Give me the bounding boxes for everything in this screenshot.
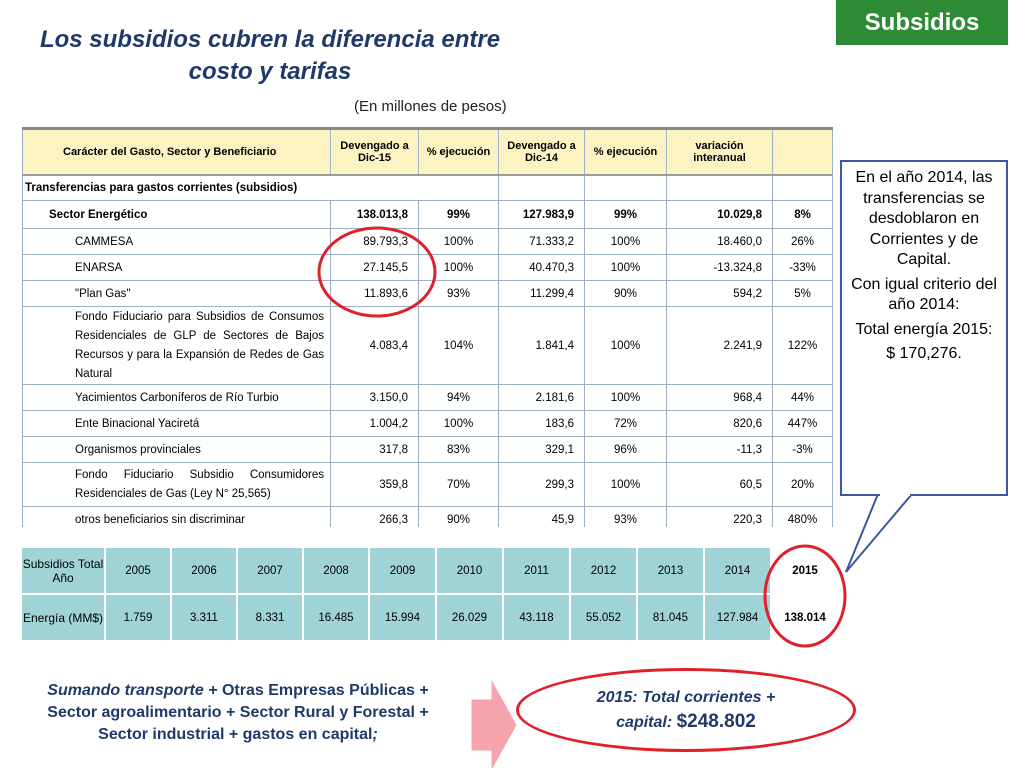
total-callout	[516, 668, 856, 752]
year-cell-highlight: 2015	[771, 547, 839, 594]
year-cell: 2014	[704, 547, 771, 594]
cell-pct14: 99%	[585, 201, 667, 229]
value-cell: 1.759	[105, 594, 171, 641]
cell-pct15: 70%	[419, 463, 499, 507]
cell-label: Ente Binacional Yaciretá	[23, 411, 331, 437]
value-cell: 55.052	[570, 594, 637, 641]
cell-dev15: 89.793,3	[331, 229, 419, 255]
cell-pct15: 94%	[419, 385, 499, 411]
bottom-note-line1: Otras Empresas Públicas +	[217, 682, 429, 699]
col-header-dev15: Devengado a Dic-15	[331, 129, 419, 175]
value-cell-highlight: 138.014	[771, 594, 839, 641]
cell-var-abs: 10.029,8	[667, 201, 773, 229]
cell-var-abs: 18.460,0	[667, 229, 773, 255]
cell-pct14: 100%	[585, 463, 667, 507]
cell-pct14: 93%	[585, 507, 667, 533]
year-cell: 2006	[171, 547, 237, 594]
cell-var-abs: 60,5	[667, 463, 773, 507]
cell-dev14: 45,9	[499, 507, 585, 533]
cell-dev14: 329,1	[499, 437, 585, 463]
cell-dev15: 1.004,2	[331, 411, 419, 437]
year-cell: 2009	[369, 547, 436, 594]
cell-dev14: 127.983,9	[499, 201, 585, 229]
bottom-note-line2: Sector agroalimentario + Sector Rural y Forestal +	[47, 704, 429, 721]
cell-pct15: 99%	[419, 201, 499, 229]
cell-var-pct: -3%	[773, 437, 833, 463]
col-header-variation: variación interanual	[667, 129, 773, 175]
bottom-note	[20, 680, 456, 746]
cell-var-pct: 44%	[773, 385, 833, 411]
right-arrow-icon	[470, 680, 518, 768]
cell-var-pct: 5%	[773, 281, 833, 307]
cell-label: Organismos provinciales	[23, 437, 331, 463]
cell-pct14: 100%	[585, 255, 667, 281]
cell-var-pct: 480%	[773, 507, 833, 533]
cell-dev15: 3.150,0	[331, 385, 419, 411]
callout-text-3: Total energía 2015:	[855, 320, 993, 338]
value-cell: 3.311	[171, 594, 237, 641]
value-cell: 127.984	[704, 594, 771, 641]
section-label: Transferencias para gastos corrientes (subsidios)	[23, 175, 499, 201]
cell-pct14: 90%	[585, 281, 667, 307]
cell-pct15: 90%	[419, 507, 499, 533]
cell-pct14: 100%	[585, 229, 667, 255]
cell-var-pct: -33%	[773, 255, 833, 281]
callout-text-1: En el año 2014, las transferencias se desdoblaron en Corrientes y de Capital.	[855, 169, 993, 268]
cell-pct14: 72%	[585, 411, 667, 437]
cell-dev15: 317,8	[331, 437, 419, 463]
callout-text-4: $ 170,276.	[886, 345, 962, 362]
bottom-note-italic: Sumando transporte +	[47, 682, 218, 699]
cell-pct15: 93%	[419, 281, 499, 307]
cell-var-abs: 220,3	[667, 507, 773, 533]
cell-label: CAMMESA	[23, 229, 331, 255]
cell-var-abs: -11,3	[667, 437, 773, 463]
cell-label: Fondo Fiduciario Subsidio Consumidores Residenciales de Gas (Ley N° 25,565)	[23, 463, 331, 507]
cell-label: ENARSA	[23, 255, 331, 281]
col-header-pct14: % ejecución	[585, 129, 667, 175]
year-cell: 2007	[237, 547, 303, 594]
cell-dev15: 266,3	[331, 507, 419, 533]
cell-var-abs: -13.324,8	[667, 255, 773, 281]
col-header-pct15: % ejecución	[419, 129, 499, 175]
annual-subsidies-table	[20, 546, 840, 642]
value-cell: 16.485	[303, 594, 369, 641]
cell-var-abs: 594,2	[667, 281, 773, 307]
year-cell: 2005	[105, 547, 171, 594]
section-badge: Subsidios	[836, 0, 1008, 45]
year-cell: 2008	[303, 547, 369, 594]
value-cell: 15.994	[369, 594, 436, 641]
cell-dev14: 11.299,4	[499, 281, 585, 307]
year-cell: 2011	[503, 547, 570, 594]
cell-var-abs: 2.241,9	[667, 307, 773, 385]
value-cell: 26.029	[436, 594, 503, 641]
cell-dev15: 4.083,4	[331, 307, 419, 385]
cell-var-pct: 122%	[773, 307, 833, 385]
bottom-note-end: ;	[372, 726, 378, 743]
callout-text-2: Con igual criterio del año 2014:	[851, 275, 997, 313]
cell-dev14: 299,3	[499, 463, 585, 507]
year-cell: 2010	[436, 547, 503, 594]
cell-label: "Plan Gas"	[23, 281, 331, 307]
cell-pct14: 100%	[585, 385, 667, 411]
cell-label: Fondo Fiduciario para Subsidios de Consumos Residenciales de GLP de Sectores de Bajos Recursos y para la Expansión de Redes de Gas Natural	[23, 307, 331, 385]
value-cell: 43.118	[503, 594, 570, 641]
value-cell: 8.331	[237, 594, 303, 641]
cell-dev14: 40.470,3	[499, 255, 585, 281]
cell-label: Yacimientos Carboníferos de Río Turbio	[23, 385, 331, 411]
cell-var-pct: 8%	[773, 201, 833, 229]
year-cell: 2013	[637, 547, 704, 594]
row-label-years: Subsidios Total Año	[21, 547, 105, 594]
col-header-concept: Carácter del Gasto, Sector y Beneficiario	[23, 129, 331, 175]
units-caption: (En millones de pesos)	[354, 98, 507, 115]
slide-title: Los subsidios cubren la diferencia entre costo y tarifas	[39, 26, 501, 85]
values-row	[21, 594, 839, 641]
cell-dev15: 359,8	[331, 463, 419, 507]
cell-pct14: 100%	[585, 307, 667, 385]
cell-dev14: 2.181,6	[499, 385, 585, 411]
cell-var-abs: 968,4	[667, 385, 773, 411]
bottom-note-line3: Sector industrial + gastos en capital	[98, 726, 373, 743]
years-row	[21, 547, 839, 594]
cell-pct15: 104%	[419, 307, 499, 385]
cell-pct15: 100%	[419, 229, 499, 255]
cell-var-pct: 26%	[773, 229, 833, 255]
cell-dev14: 1.841,4	[499, 307, 585, 385]
cell-pct15: 100%	[419, 255, 499, 281]
value-cell: 81.045	[637, 594, 704, 641]
cell-dev14: 183,6	[499, 411, 585, 437]
cell-label: otros beneficiarios sin discriminar	[23, 507, 331, 533]
cell-dev15: 27.145,5	[331, 255, 419, 281]
total-line2: capital:	[616, 713, 677, 731]
cell-pct14: 96%	[585, 437, 667, 463]
cell-dev14: 71.333,2	[499, 229, 585, 255]
sector-label: Sector Energético	[23, 201, 331, 229]
total-line1: 2015: Total corrientes +	[596, 688, 776, 706]
year-cell: 2012	[570, 547, 637, 594]
total-amount: $248.802	[676, 710, 756, 732]
cell-var-pct: 20%	[773, 463, 833, 507]
col-header-dev14: Devengado a Dic-14	[499, 129, 585, 175]
cell-var-abs: 820,6	[667, 411, 773, 437]
cell-pct15: 83%	[419, 437, 499, 463]
row-label-energy: Energía (MM$)	[21, 594, 105, 641]
cell-pct15: 100%	[419, 411, 499, 437]
cell-dev15: 11.893,6	[331, 281, 419, 307]
cell-var-pct: 447%	[773, 411, 833, 437]
cell-dev15: 138.013,8	[331, 201, 419, 229]
